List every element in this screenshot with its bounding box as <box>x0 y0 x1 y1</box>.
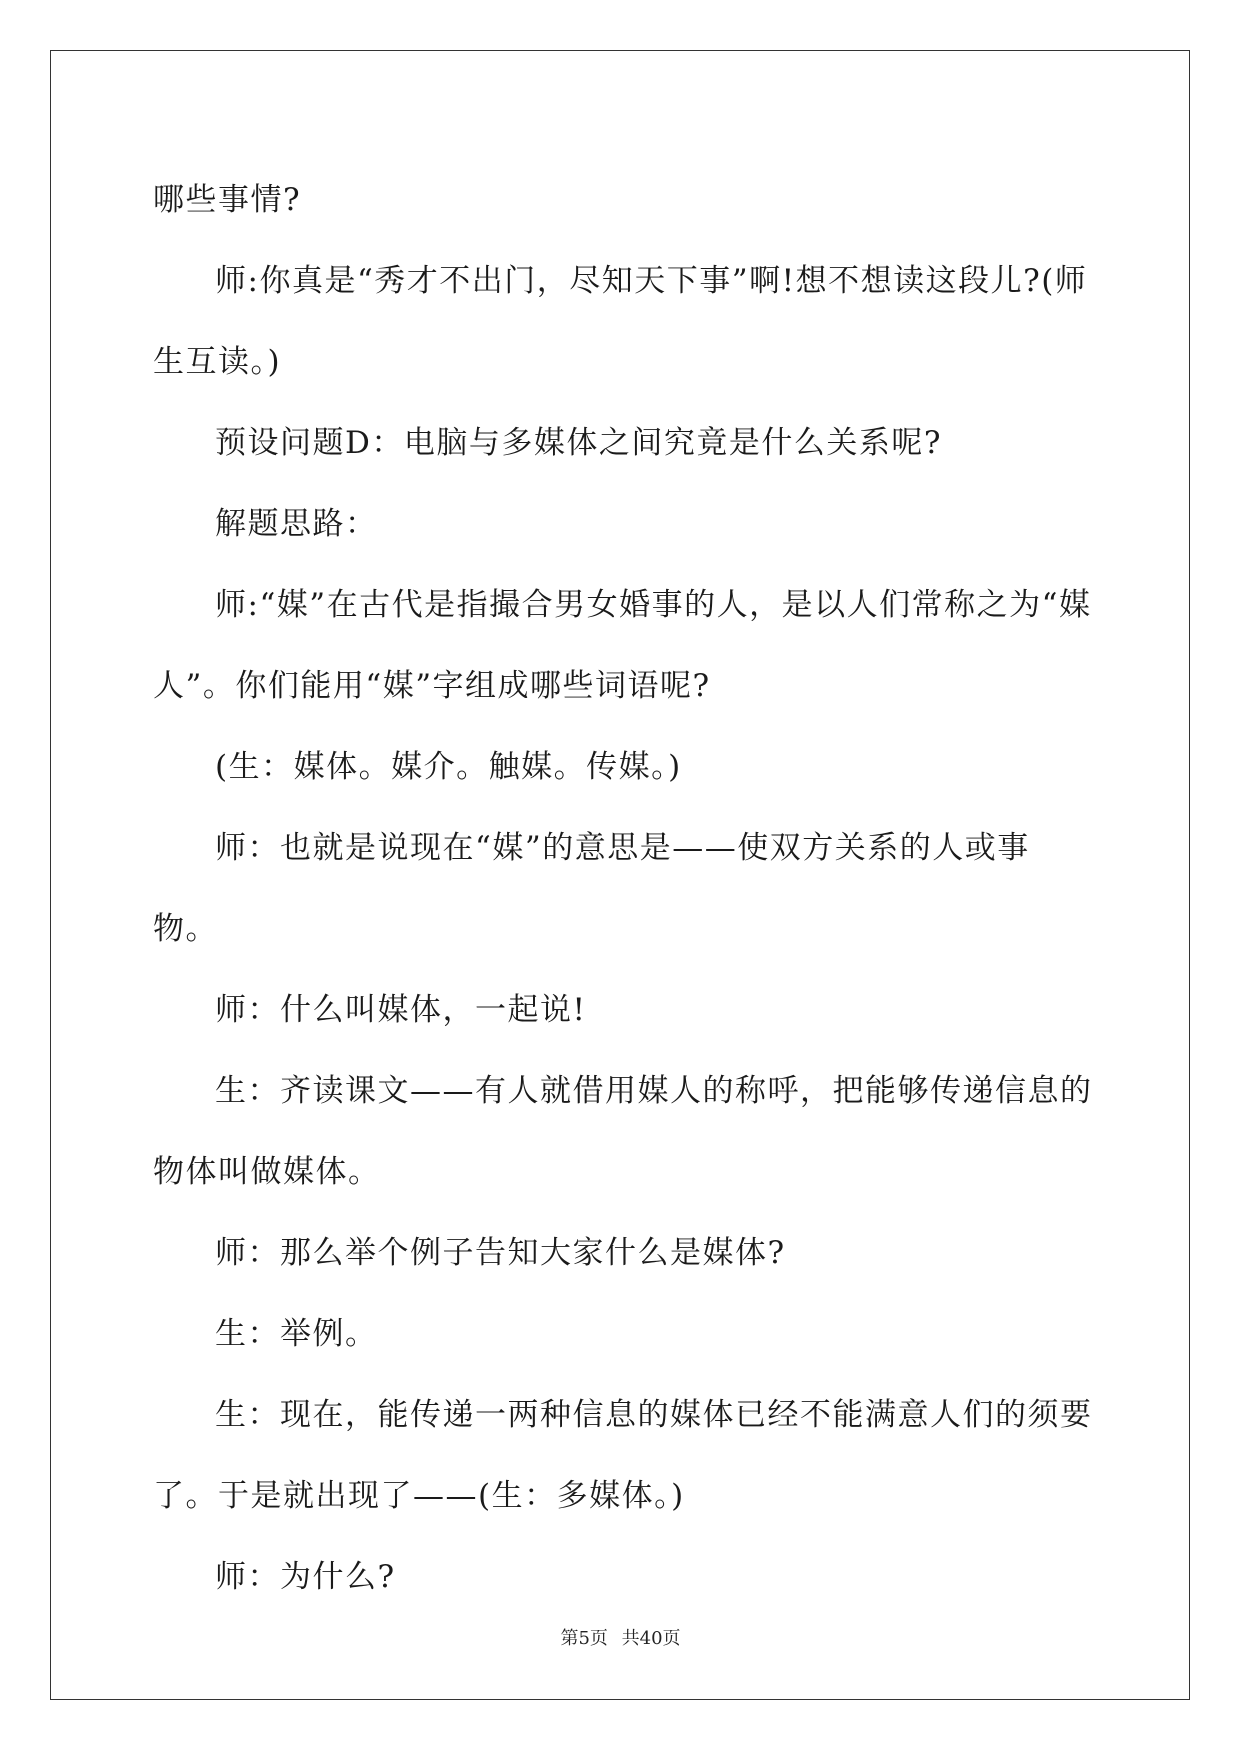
paragraph: 解题思路： <box>215 506 378 542</box>
paragraph: 师：为什么? <box>215 1559 396 1595</box>
paragraph: 师:“媒”在古代是指撮合男女婚事的人，是以人们常称之为“媒人”。你们能用“媒”字组成哪些词语呢? <box>153 587 1092 704</box>
page-footer <box>0 1624 1241 1650</box>
paragraph: 预设问题D：电脑与多媒体之间究竟是什么关系呢? <box>215 425 942 461</box>
paragraph: 生：齐读课文——有人就借用媒人的称呼，把能够传递信息的物体叫做媒体。 <box>153 1073 1093 1190</box>
paragraph: 生：举例。 <box>215 1316 378 1352</box>
paragraph: 师:你真是“秀才不出门，尽知天下事”啊!想不想读这段儿?(师生互读。) <box>153 263 1088 380</box>
paragraph: 哪些事情? <box>153 182 302 218</box>
page-total: 共40页 <box>621 1628 681 1649</box>
document-body <box>153 160 1093 1618</box>
paragraph: 师：也就是说现在“媒”的意思是——使双方关系的人或事物。 <box>153 830 1030 947</box>
paragraph: 师：那么举个例子告知大家什么是媒体? <box>215 1235 786 1271</box>
paragraph: 师：什么叫媒体，一起说! <box>215 992 587 1028</box>
page-number: 第5页 <box>560 1628 608 1649</box>
paragraph: 生：现在，能传递一两种信息的媒体已经不能满意人们的须要了。于是就出现了——(生：多媒体。) <box>153 1397 1093 1514</box>
paragraph: (生：媒体。媒介。触媒。传媒。) <box>215 749 682 785</box>
